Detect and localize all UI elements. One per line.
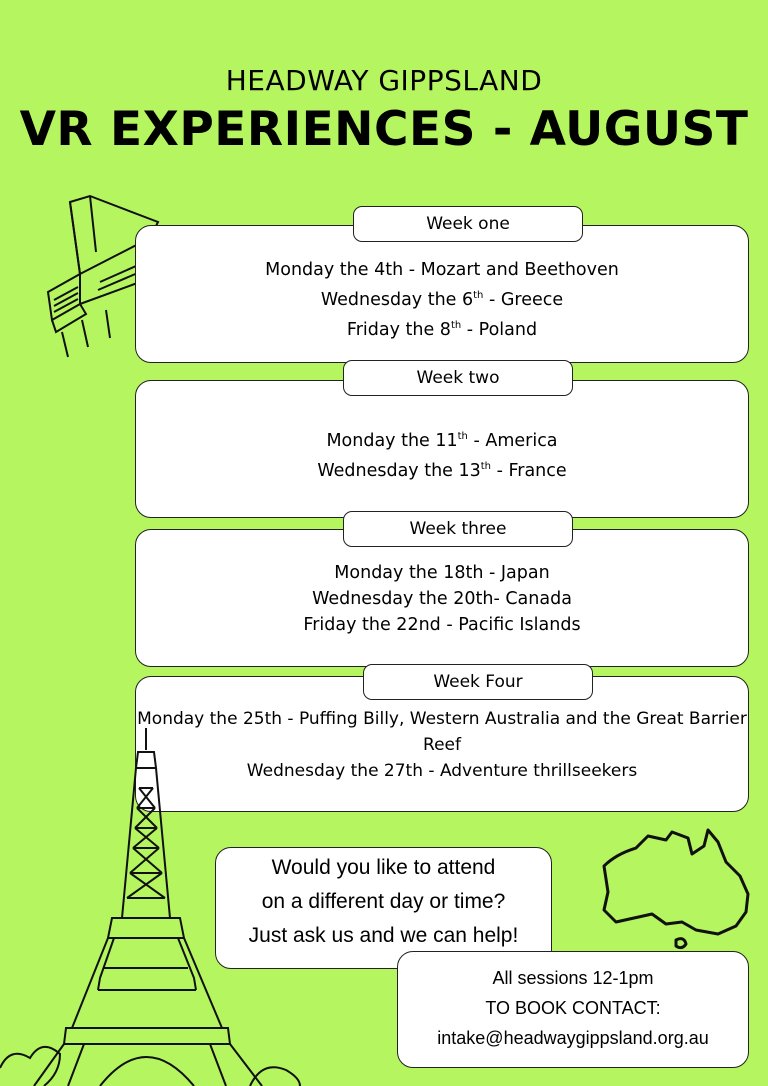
session-line: Friday the 8th - Poland	[346, 319, 538, 340]
note-line: All sessions 12-1pm	[492, 968, 654, 988]
organisation-name: HEADWAY GIPPSLAND	[225, 64, 543, 97]
week-one-sessions	[136, 257, 748, 343]
session-line: Monday the 25th - Puffing Billy, Western Australia and the Great Barrier Reef	[137, 709, 747, 755]
week-one-card	[135, 225, 749, 363]
booking-note	[397, 951, 749, 1068]
week-four-label: Week Four	[363, 664, 593, 700]
session-line: Monday the 4th - Mozart and Beethoven	[265, 260, 619, 280]
session-line: Monday the 11th - America	[326, 430, 558, 451]
note-line: Just ask us and we can help!	[248, 924, 519, 947]
note-line: Would you like to attend	[271, 856, 496, 879]
week-two-label: Week two	[343, 360, 573, 396]
note-line: TO BOOK CONTACT:	[485, 998, 661, 1018]
session-line: Monday the 18th - Japan	[334, 563, 550, 583]
session-line: Wednesday the 20th- Canada	[312, 589, 572, 609]
week-three-card	[135, 529, 749, 667]
session-line: Friday the 22nd - Pacific Islands	[303, 615, 581, 635]
page-title: VR EXPERIENCES - AUGUST	[19, 102, 749, 157]
week-three-sessions	[136, 560, 748, 638]
session-line: Wednesday the 6th - Greece	[320, 289, 564, 310]
session-line: Wednesday the 13th - France	[317, 460, 567, 481]
week-two-card	[135, 380, 749, 518]
week-one-label: Week one	[353, 206, 583, 242]
booking-email[interactable]: intake@headwaygippsland.org.au	[437, 1028, 709, 1048]
week-three-label: Week three	[343, 511, 573, 547]
note-line: on a different day or time?	[261, 890, 506, 913]
australia-map-icon	[596, 826, 756, 956]
session-line: Wednesday the 27th - Adventure thrillseekers	[246, 761, 638, 781]
week-two-sessions	[136, 424, 748, 484]
